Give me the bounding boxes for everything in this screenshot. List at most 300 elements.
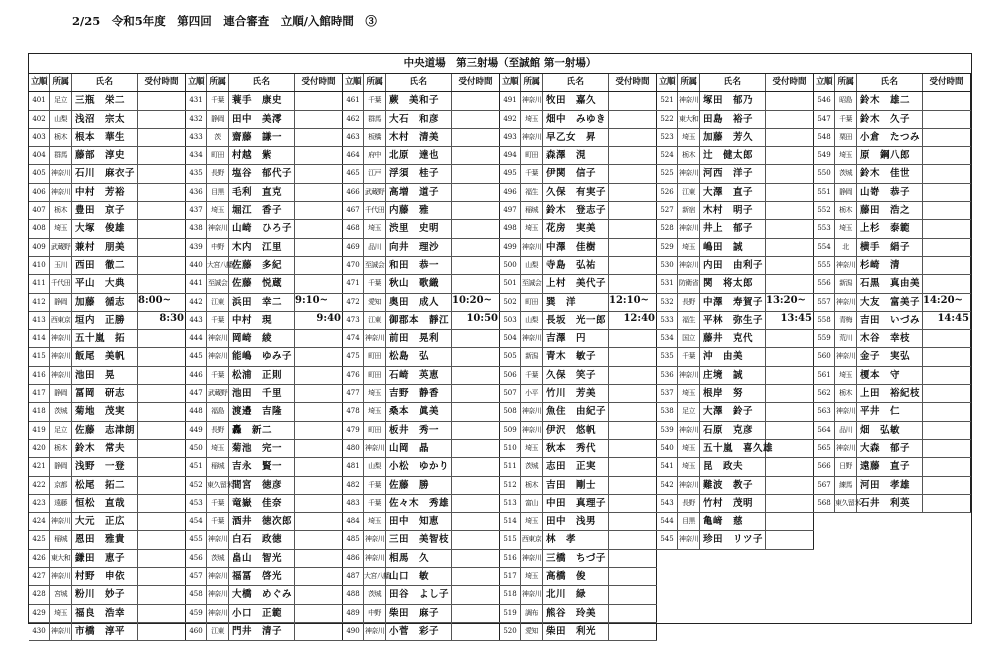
participant-name: 魚住 由紀子 <box>543 403 609 420</box>
table-row <box>29 257 186 275</box>
participant-name: 巽 洋 <box>543 294 609 311</box>
participant-name: 長坂 光一郎 <box>543 312 609 329</box>
affiliation: 東久留米 <box>207 477 229 494</box>
participant-name: 大橋 めぐみ <box>229 586 295 603</box>
order-number: 476 <box>343 367 364 384</box>
participant-name: 沖 由美 <box>700 348 766 365</box>
participant-name: 松尾 拓二 <box>72 477 138 494</box>
reception-time-cell <box>452 513 500 530</box>
table-row <box>814 458 971 476</box>
order-number: 459 <box>186 605 207 622</box>
participant-name: 関 将太郎 <box>700 275 766 292</box>
table-row <box>29 92 186 110</box>
affiliation: 神奈川 <box>678 220 700 237</box>
column-header-row <box>186 74 343 92</box>
affiliation: 神奈川 <box>207 568 229 585</box>
participant-name: 兼村 朋美 <box>72 239 138 256</box>
order-number: 568 <box>814 495 835 512</box>
order-number: 505 <box>500 348 521 365</box>
reception-time-cell <box>609 568 657 585</box>
affiliation: 至誠会 <box>207 275 229 292</box>
order-number: 525 <box>657 165 678 182</box>
affiliation: 玉川 <box>50 257 72 274</box>
affiliation: 至誠会 <box>364 257 386 274</box>
participant-name: 嶋田 誠 <box>700 239 766 256</box>
order-number: 425 <box>29 531 50 548</box>
reception-time-cell <box>138 568 186 585</box>
reception-time-cell <box>609 458 657 475</box>
table-row <box>186 165 343 183</box>
participant-name: 加藤 循志 <box>72 294 138 311</box>
order-number: 453 <box>186 495 207 512</box>
affiliation: 防衛省 <box>678 275 700 292</box>
order-number: 514 <box>500 513 521 530</box>
reception-time-cell <box>923 239 971 256</box>
participant-name: 塩谷 郁代子 <box>229 165 295 182</box>
reception-end-time: 9:40 <box>316 312 341 324</box>
participant-name: 藤田 浩之 <box>857 202 923 219</box>
table-row <box>500 275 657 293</box>
reception-time-cell <box>766 367 814 384</box>
column-header-row <box>343 74 500 92</box>
order-number: 485 <box>343 531 364 548</box>
table-row <box>186 330 343 348</box>
affiliation: 神奈川 <box>678 92 700 109</box>
reception-time-cell <box>138 477 186 494</box>
table-row <box>186 513 343 531</box>
table-row <box>343 550 500 568</box>
participant-name: 吉田 剛士 <box>543 477 609 494</box>
reception-time-cell <box>452 568 500 585</box>
order-number: 518 <box>500 586 521 603</box>
participant-name: 間宮 徳彦 <box>229 477 295 494</box>
order-number: 504 <box>500 330 521 347</box>
table-row <box>500 605 657 623</box>
participant-name: 鈴木 久子 <box>857 111 923 128</box>
table-row <box>500 568 657 586</box>
reception-time-cell <box>609 531 657 548</box>
reception-time-cell <box>766 477 814 494</box>
participant-name: 石井 利英 <box>857 495 923 512</box>
reception-time-cell <box>452 440 500 457</box>
reception-end-time: 14:45 <box>937 312 969 324</box>
reception-time-cell <box>295 513 343 530</box>
reception-time-cell <box>295 403 343 420</box>
page-header: 2/25 令和5年度 第四回 連合審査 立順/入館時間 ③ <box>72 14 377 28</box>
table-row <box>500 165 657 183</box>
participant-name: 三橋 ちづ子 <box>543 550 609 567</box>
participant-name: 平井 仁 <box>857 403 923 420</box>
table-row <box>29 586 186 604</box>
reception-time-cell <box>923 165 971 182</box>
order-number: 442 <box>186 294 207 311</box>
reception-time-cell <box>766 422 814 439</box>
table-row <box>29 367 186 385</box>
affiliation: 町田 <box>364 367 386 384</box>
order-number: 517 <box>500 568 521 585</box>
participant-name: 大元 正広 <box>72 513 138 530</box>
table-row <box>29 422 186 440</box>
table-row <box>343 184 500 202</box>
reception-time-cell <box>138 586 186 603</box>
table-row <box>657 422 814 440</box>
table-row <box>29 184 186 202</box>
affiliation: 日野 <box>835 458 857 475</box>
reception-time-cell <box>138 165 186 182</box>
order-number: 454 <box>186 513 207 530</box>
reception-time-cell <box>452 184 500 201</box>
affiliation: 栃木 <box>50 440 72 457</box>
reception-start-time: 8:00~ <box>138 294 171 306</box>
order-number: 409 <box>29 239 50 256</box>
participant-name: 寺島 弘祐 <box>543 257 609 274</box>
column-header-row <box>657 74 814 92</box>
table-row <box>814 330 971 348</box>
order-number: 455 <box>186 531 207 548</box>
order-number: 472 <box>343 294 364 311</box>
reception-time-cell <box>138 605 186 622</box>
affiliation: 神奈川 <box>50 184 72 201</box>
affiliation: 神奈川 <box>521 129 543 146</box>
reception-time-cell <box>923 348 971 365</box>
reception-time-cell <box>452 605 500 622</box>
table-row <box>814 129 971 147</box>
table-row <box>343 586 500 604</box>
participant-name: 渡邉 吉隆 <box>229 403 295 420</box>
affiliation: 埼玉 <box>521 568 543 585</box>
order-number: 531 <box>657 275 678 292</box>
affiliation: 神奈川 <box>364 531 386 548</box>
reception-time-cell <box>923 330 971 347</box>
participant-name: 青木 敏子 <box>543 348 609 365</box>
affiliation: 武蔵野 <box>364 184 386 201</box>
participant-name: 昆 政夫 <box>700 458 766 475</box>
participant-name: 大澤 直子 <box>700 184 766 201</box>
affiliation: 新潟 <box>521 348 543 365</box>
table-row <box>186 220 343 238</box>
affiliation: 群馬 <box>364 111 386 128</box>
table-row <box>186 348 343 366</box>
participant-name: 花房 実美 <box>543 220 609 237</box>
table-row <box>343 129 500 147</box>
order-number: 421 <box>29 458 50 475</box>
order-number: 434 <box>186 147 207 164</box>
table-row <box>500 239 657 257</box>
affiliation: 神奈川 <box>678 367 700 384</box>
affiliation: 新潟 <box>835 275 857 292</box>
affiliation: 東大和 <box>50 550 72 567</box>
reception-time-cell <box>295 440 343 457</box>
affiliation: 埼玉 <box>521 111 543 128</box>
reception-time-cell <box>766 440 814 457</box>
participant-name: 大石 和彦 <box>386 111 452 128</box>
affiliation: 千葉 <box>364 495 386 512</box>
table-row <box>814 220 971 238</box>
participant-name: 木谷 幸枝 <box>857 330 923 347</box>
table-row <box>814 495 971 513</box>
reception-time-cell <box>295 129 343 146</box>
order-number: 524 <box>657 147 678 164</box>
reception-time-cell <box>609 257 657 274</box>
table-row <box>343 440 500 458</box>
reception-time-cell <box>452 348 500 365</box>
reception-time-cell <box>609 550 657 567</box>
reception-time-cell <box>766 129 814 146</box>
affiliation: 町田 <box>364 348 386 365</box>
table-row <box>814 275 971 293</box>
participant-name: 平林 弥生子 <box>700 312 766 329</box>
order-number: 549 <box>814 147 835 164</box>
affiliation: 町田 <box>521 147 543 164</box>
header-affiliation: 所属 <box>835 74 857 91</box>
participant-name: 藤部 淳史 <box>72 147 138 164</box>
order-number: 545 <box>657 531 678 548</box>
order-number: 529 <box>657 239 678 256</box>
participant-name: 吉野 静香 <box>386 385 452 402</box>
affiliation: 大宮八幡 <box>364 568 386 585</box>
order-number: 502 <box>500 294 521 311</box>
participant-name: 鈴木 常夫 <box>72 440 138 457</box>
order-number: 498 <box>500 220 521 237</box>
table-row <box>343 92 500 110</box>
order-number: 539 <box>657 422 678 439</box>
reception-time-cell <box>766 513 814 530</box>
participant-name: 三田 美智枝 <box>386 531 452 548</box>
affiliation: 埼玉 <box>521 220 543 237</box>
header-name: 氏名 <box>386 74 452 91</box>
reception-time-cell <box>766 220 814 237</box>
table-row <box>343 165 500 183</box>
order-number: 431 <box>186 92 207 109</box>
table-row <box>343 605 500 623</box>
table-row <box>29 403 186 421</box>
table-row <box>657 348 814 366</box>
reception-time-cell <box>766 202 814 219</box>
participant-name: 山岡 晶 <box>386 440 452 457</box>
reception-time-cell <box>295 257 343 274</box>
participant-name: 佐藤 悦蔵 <box>229 275 295 292</box>
table-row <box>500 348 657 366</box>
table-row <box>186 385 343 403</box>
header-reception-time: 受付時間 <box>452 74 500 91</box>
affiliation: 中野 <box>207 239 229 256</box>
participant-name: 佐藤 多紀 <box>229 257 295 274</box>
affiliation: 千葉 <box>207 92 229 109</box>
participant-name: 御郡本 靜江 <box>386 312 452 329</box>
order-number: 446 <box>186 367 207 384</box>
reception-end-time: 8:30 <box>159 312 184 324</box>
affiliation: 神奈川 <box>364 623 386 640</box>
header-affiliation: 所属 <box>50 74 72 91</box>
reception-time-cell <box>295 165 343 182</box>
table-row <box>186 605 343 623</box>
table-row <box>657 477 814 495</box>
header-name: 氏名 <box>857 74 923 91</box>
participant-name: 吉永 賢一 <box>229 458 295 475</box>
affiliation: 千葉 <box>207 513 229 530</box>
affiliation: 大宮八幡 <box>207 257 229 274</box>
table-row <box>29 202 186 220</box>
table-row <box>186 458 343 476</box>
table-row <box>29 568 186 586</box>
order-number: 557 <box>814 294 835 311</box>
order-number: 486 <box>343 550 364 567</box>
participant-name: 金子 実弘 <box>857 348 923 365</box>
table-row <box>29 623 186 641</box>
reception-start-time: 14:20~ <box>923 294 963 306</box>
reception-time-cell <box>452 257 500 274</box>
reception-time-cell <box>295 239 343 256</box>
participant-name: 北川 緑 <box>543 586 609 603</box>
reception-time-cell <box>923 440 971 457</box>
table-row <box>814 202 971 220</box>
order-number: 435 <box>186 165 207 182</box>
reception-time-cell <box>923 111 971 128</box>
participant-name: 佐々木 秀雄 <box>386 495 452 512</box>
schedule-column <box>657 74 814 550</box>
reception-time-cell <box>609 403 657 420</box>
participant-name: 轟 新二 <box>229 422 295 439</box>
affiliation: 埼玉 <box>207 440 229 457</box>
participant-name: 木内 江里 <box>229 239 295 256</box>
affiliation: 神奈川 <box>521 550 543 567</box>
participant-name: 柴田 麻子 <box>386 605 452 622</box>
affiliation: 福島 <box>207 403 229 420</box>
table-row <box>186 129 343 147</box>
affiliation: 静岡 <box>50 458 72 475</box>
header-affiliation: 所属 <box>364 74 386 91</box>
participant-name: 岡崎 綾 <box>229 330 295 347</box>
order-number: 475 <box>343 348 364 365</box>
table-row <box>343 385 500 403</box>
order-number: 429 <box>29 605 50 622</box>
table-row <box>343 568 500 586</box>
reception-time-cell <box>452 495 500 512</box>
order-number: 544 <box>657 513 678 530</box>
order-number: 423 <box>29 495 50 512</box>
table-row <box>500 531 657 549</box>
affiliation: 国立 <box>678 330 700 347</box>
order-number: 437 <box>186 202 207 219</box>
order-number: 516 <box>500 550 521 567</box>
table-row <box>814 403 971 421</box>
affiliation: 茨城 <box>835 165 857 182</box>
order-number: 404 <box>29 147 50 164</box>
affiliation: 神奈川 <box>50 568 72 585</box>
reception-time-cell <box>452 403 500 420</box>
participant-name: 五十嵐 喜久雄 <box>700 440 766 457</box>
reception-time-cell <box>138 513 186 530</box>
affiliation: 千葉 <box>207 312 229 329</box>
order-number: 521 <box>657 92 678 109</box>
order-number: 528 <box>657 220 678 237</box>
participant-name: 石川 麻衣子 <box>72 165 138 182</box>
participant-name: 横手 絹子 <box>857 239 923 256</box>
affiliation: 東大和 <box>678 111 700 128</box>
affiliation: 遠藤 <box>50 495 72 512</box>
reception-time-cell <box>766 111 814 128</box>
table-row <box>814 422 971 440</box>
affiliation: 神奈川 <box>50 330 72 347</box>
reception-time-cell <box>138 111 186 128</box>
order-number: 511 <box>500 458 521 475</box>
order-number: 448 <box>186 403 207 420</box>
participant-name: 竹村 茂明 <box>700 495 766 512</box>
participant-name: 恒松 直哉 <box>72 495 138 512</box>
participant-name: 杉崎 清 <box>857 257 923 274</box>
reception-time-cell <box>923 385 971 402</box>
reception-time-cell <box>452 477 500 494</box>
reception-time-cell <box>138 531 186 548</box>
affiliation: 埼玉 <box>364 385 386 402</box>
table-row <box>657 147 814 165</box>
affiliation: 群馬 <box>50 147 72 164</box>
participant-name: 内田 由利子 <box>700 257 766 274</box>
reception-time-cell <box>295 477 343 494</box>
participant-name: 粉川 妙子 <box>72 586 138 603</box>
order-number: 532 <box>657 294 678 311</box>
affiliation: 山梨 <box>521 312 543 329</box>
participant-name: 鈴木 佳世 <box>857 165 923 182</box>
participant-name: 門井 清子 <box>229 623 295 640</box>
affiliation: 千葉 <box>521 165 543 182</box>
affiliation: 東久留米 <box>835 495 857 512</box>
affiliation: 板橋 <box>364 129 386 146</box>
affiliation: 西東京 <box>521 531 543 548</box>
affiliation: 品川 <box>835 422 857 439</box>
participant-name: 内藤 雅 <box>386 202 452 219</box>
participant-name: 大澤 鈴子 <box>700 403 766 420</box>
affiliation: 山梨 <box>521 257 543 274</box>
participant-name: 石黒 真由美 <box>857 275 923 292</box>
reception-time-cell <box>923 477 971 494</box>
reception-time-cell <box>295 275 343 292</box>
order-number: 402 <box>29 111 50 128</box>
table-row <box>500 129 657 147</box>
order-number: 533 <box>657 312 678 329</box>
affiliation: 千葉 <box>835 111 857 128</box>
table-row <box>186 623 343 641</box>
reception-time-cell <box>609 586 657 603</box>
reception-time-cell <box>452 367 500 384</box>
order-number: 438 <box>186 220 207 237</box>
table-row <box>814 184 971 202</box>
schedule-column <box>814 74 971 513</box>
participant-name: 垣内 正勝 <box>72 312 138 329</box>
affiliation: 武蔵野 <box>50 239 72 256</box>
affiliation: 埼玉 <box>835 367 857 384</box>
reception-time-cell <box>766 92 814 109</box>
table-row <box>29 385 186 403</box>
order-number: 471 <box>343 275 364 292</box>
reception-time-cell <box>138 403 186 420</box>
order-number: 559 <box>814 330 835 347</box>
table-row <box>500 440 657 458</box>
table-row <box>343 220 500 238</box>
participant-name: 竹川 芳美 <box>543 385 609 402</box>
order-number: 512 <box>500 477 521 494</box>
reception-time-cell <box>295 531 343 548</box>
order-number: 561 <box>814 367 835 384</box>
table-row <box>500 458 657 476</box>
reception-time-cell <box>766 275 814 292</box>
reception-time-cell <box>766 165 814 182</box>
reception-time-cell <box>295 586 343 603</box>
participant-name: 亀﨑 慈 <box>700 513 766 530</box>
table-row <box>343 111 500 129</box>
reception-time-cell <box>138 184 186 201</box>
reception-time-cell <box>295 92 343 109</box>
